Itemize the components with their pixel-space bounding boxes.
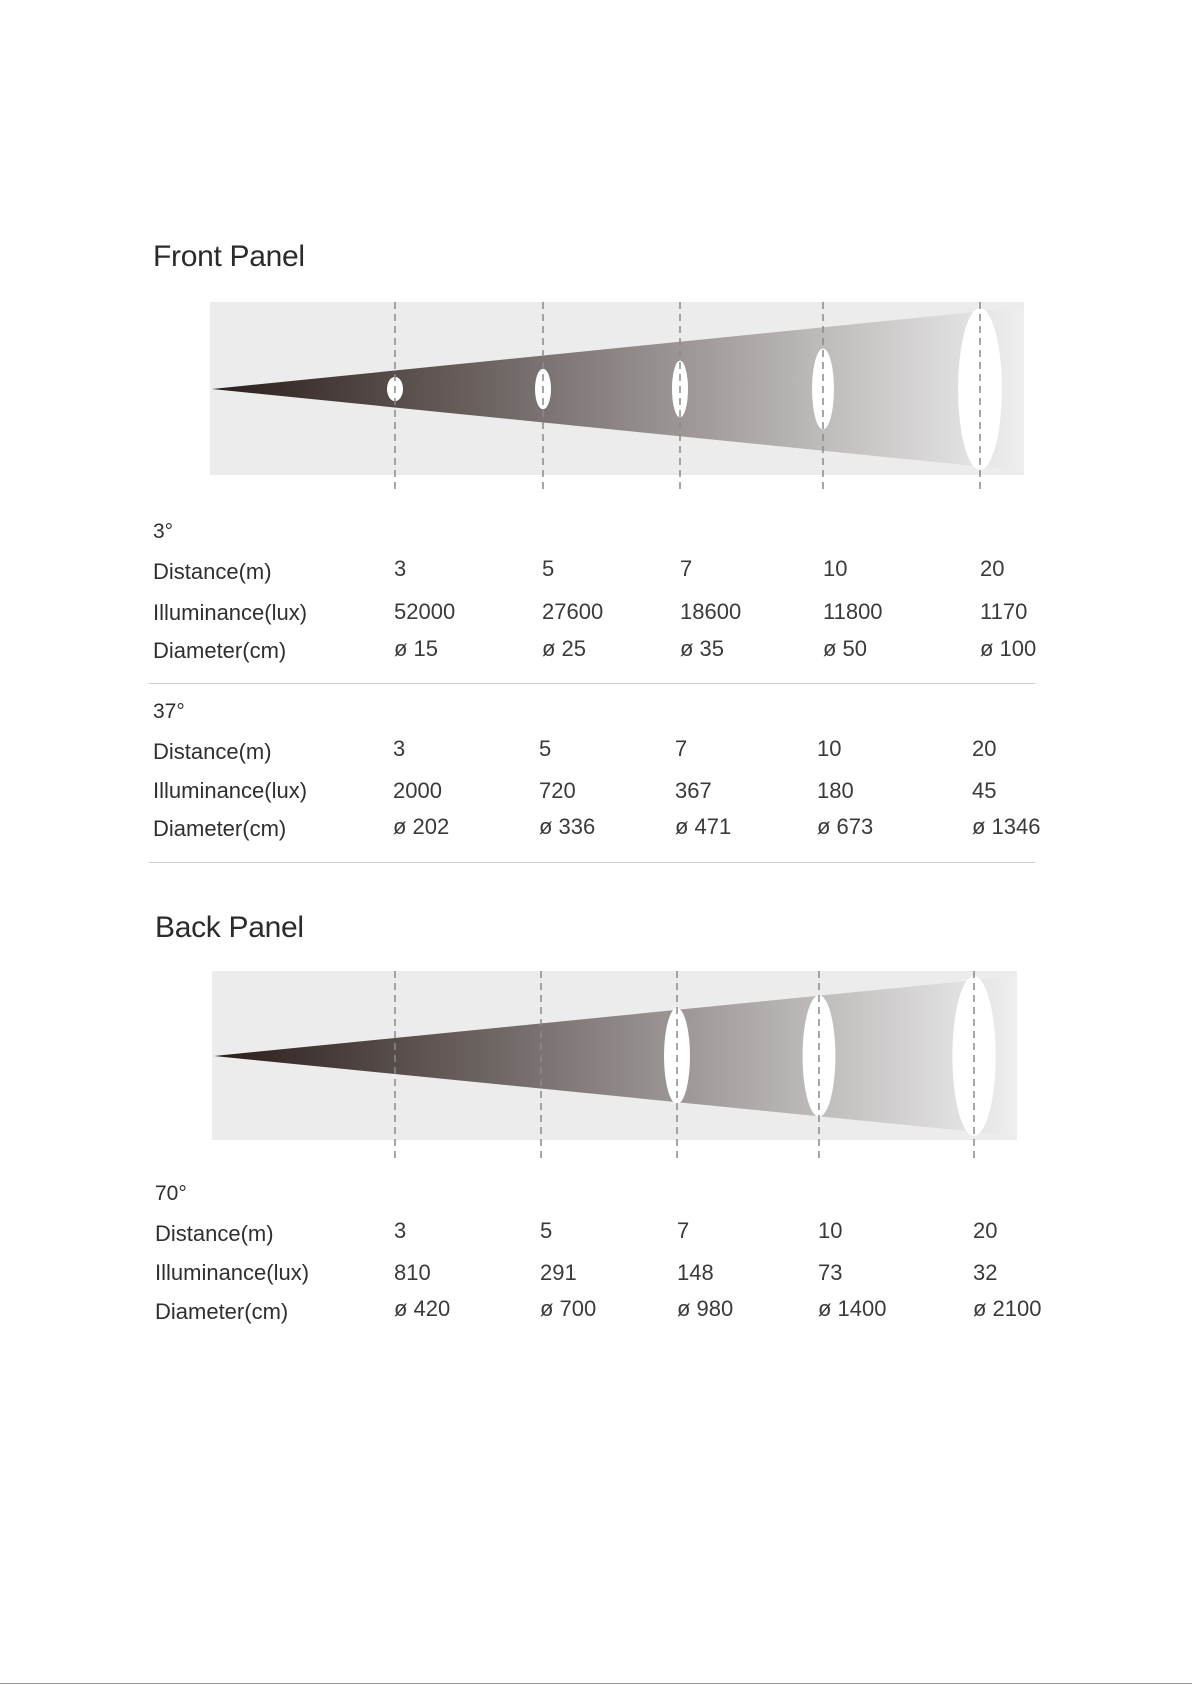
illuminance-cell: 180 — [817, 778, 854, 803]
distance-cell: 10 — [823, 556, 848, 581]
diameter-row-label: Diameter(cm) — [153, 638, 287, 663]
illuminance-cell: 2000 — [393, 778, 442, 803]
diameter-cell: ø 50 — [823, 636, 868, 661]
diameter-row-label: Diameter(cm) — [155, 1299, 289, 1324]
page-bottom-rule — [0, 1683, 1192, 1684]
distance-cell: 3 — [394, 556, 407, 581]
distance-row-label: Distance(m) — [155, 1221, 274, 1246]
diameter-row-label: Diameter(cm) — [153, 816, 287, 841]
diameter-cell: ø 15 — [394, 636, 439, 661]
diameter-cell: ø 700 — [540, 1296, 597, 1321]
distance-cell: 20 — [980, 556, 1005, 581]
distance-cell: 7 — [677, 1218, 690, 1243]
illuminance-row-label: Illuminance(lux) — [153, 600, 308, 625]
diameter-cell: ø 2100 — [973, 1296, 1042, 1321]
diameter-cell: ø 420 — [394, 1296, 451, 1321]
distance-row-label: Distance(m) — [153, 739, 272, 764]
distance-cell: 20 — [972, 736, 997, 761]
distance-cell: 7 — [680, 556, 693, 581]
distance-cell: 5 — [542, 556, 555, 581]
illuminance-cell: 52000 — [394, 599, 456, 624]
diameter-cell: ø 100 — [980, 636, 1037, 661]
distance-row-label: Distance(m) — [153, 559, 272, 584]
illuminance-cell: 367 — [675, 778, 712, 803]
illuminance-cell: 27600 — [542, 599, 604, 624]
distance-cell: 10 — [817, 736, 842, 761]
illuminance-cell: 45 — [972, 778, 997, 803]
diameter-cell: ø 1346 — [972, 814, 1041, 839]
front-panel-title: Front Panel — [153, 240, 305, 273]
diameter-cell: ø 35 — [680, 636, 725, 661]
distance-cell: 3 — [394, 1218, 407, 1243]
diameter-cell: ø 25 — [542, 636, 587, 661]
illuminance-cell: 11800 — [823, 599, 883, 624]
illuminance-cell: 32 — [973, 1260, 998, 1285]
distance-cell: 5 — [540, 1218, 553, 1243]
distance-cell: 7 — [675, 736, 688, 761]
illuminance-row-label: Illuminance(lux) — [155, 1260, 310, 1285]
angle-label-70: 70° — [155, 1182, 187, 1205]
distance-cell: 3 — [393, 736, 406, 761]
angle-label-37: 37° — [153, 700, 185, 723]
illuminance-cell: 1170 — [980, 599, 1028, 624]
diameter-cell: ø 980 — [677, 1296, 734, 1321]
illuminance-row-label: Illuminance(lux) — [153, 778, 308, 803]
back-panel-title: Back Panel — [155, 911, 304, 944]
illuminance-cell: 720 — [539, 778, 576, 803]
diameter-cell: ø 336 — [539, 814, 596, 839]
illuminance-cell: 18600 — [680, 599, 742, 624]
diameter-cell: ø 471 — [675, 814, 732, 839]
angle-label-3: 3° — [153, 520, 174, 543]
diameter-cell: ø 673 — [817, 814, 874, 839]
diameter-cell: ø 202 — [393, 814, 450, 839]
illuminance-cell: 73 — [818, 1260, 843, 1285]
illuminance-cell: 810 — [394, 1260, 431, 1285]
distance-cell: 10 — [818, 1218, 843, 1243]
illuminance-cell: 291 — [540, 1260, 577, 1285]
distance-cell: 5 — [539, 736, 552, 761]
diameter-cell: ø 1400 — [818, 1296, 887, 1321]
distance-cell: 20 — [973, 1218, 998, 1243]
illuminance-cell: 148 — [677, 1260, 714, 1285]
